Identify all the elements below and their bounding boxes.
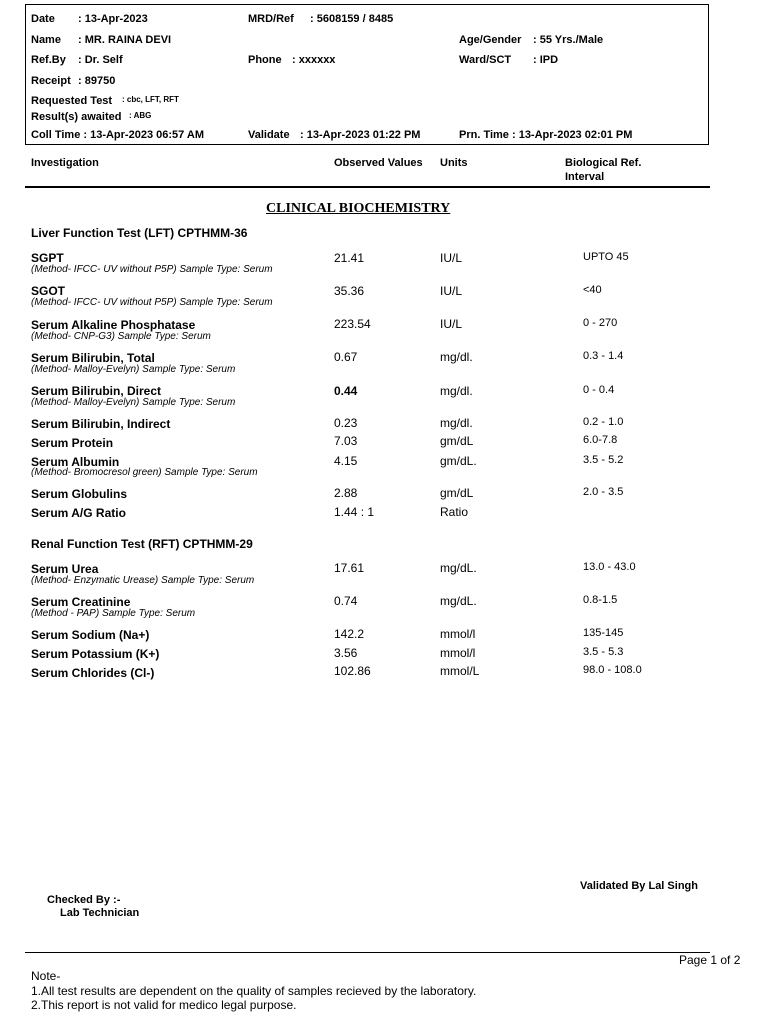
- note-line-2: 2.This report is not valid for medico legal purpose.: [31, 998, 297, 1012]
- test-ref: 98.0 - 108.0: [583, 664, 642, 676]
- test-method: (Method - PAP) Sample Type: Serum: [31, 608, 196, 619]
- test-value: 0.74: [334, 594, 358, 608]
- test-method: (Method- Malloy-Evelyn) Sample Type: Serum: [31, 364, 236, 375]
- test-name: Serum Potassium (K+): [31, 647, 160, 661]
- refby-label: Ref.By: [31, 54, 66, 66]
- test-name: Serum A/G Ratio: [31, 506, 126, 520]
- rft-title: Renal Function Test (RFT) CPTHMM-29: [31, 537, 253, 551]
- prn-time: Prn. Time : 13-Apr-2023 02:01 PM: [459, 129, 633, 141]
- test-unit: gm/dL: [440, 486, 474, 500]
- test-method: (Method- IFCC- UV without P5P) Sample Type: Serum: [31, 297, 273, 308]
- checked-by: Checked By :-: [47, 894, 121, 906]
- test-unit: mg/dl.: [440, 384, 473, 398]
- test-name: Serum Sodium (Na+): [31, 628, 150, 642]
- date-label: Date: [31, 13, 55, 25]
- test-name: Serum Urea: [31, 562, 99, 576]
- test-ref: 0.8-1.5: [583, 594, 618, 606]
- test-name: Serum Bilirubin, Total: [31, 351, 155, 365]
- test-method: (Method- CNP-G3) Sample Type: Serum: [31, 331, 211, 342]
- test-method: (Method- Enzymatic Urease) Sample Type: Serum: [31, 575, 255, 586]
- test-ref: 2.0 - 3.5: [583, 486, 624, 498]
- test-value: 2.88: [334, 486, 358, 500]
- name-label: Name: [31, 34, 61, 46]
- test-name: SGPT: [31, 251, 64, 265]
- test-value: 1.44 : 1: [334, 505, 375, 519]
- test-name: Serum Globulins: [31, 487, 128, 501]
- coll-time: Coll Time : 13-Apr-2023 06:57 AM: [31, 129, 205, 141]
- note-title: Note-: [31, 969, 61, 983]
- mrd-value: : 5608159 / 8485: [310, 13, 394, 25]
- awaited-label: Result(s) awaited: [31, 111, 122, 123]
- test-name: Serum Bilirubin, Direct: [31, 384, 162, 398]
- test-value: 0.23: [334, 416, 358, 430]
- test-value: 0.67: [334, 350, 358, 364]
- test-ref: 0 - 0.4: [583, 384, 615, 396]
- test-name: SGOT: [31, 284, 66, 298]
- date-value: : 13-Apr-2023: [78, 13, 148, 25]
- name-value: : MR. RAINA DEVI: [78, 34, 172, 46]
- test-name: Serum Albumin: [31, 455, 120, 469]
- col-ref: Biological Ref.: [565, 157, 642, 169]
- test-unit: IU/L: [440, 251, 463, 265]
- test-name: Serum Chlorides (Cl-): [31, 666, 155, 680]
- test-unit: mmol/l: [440, 627, 476, 641]
- test-unit: mg/dl.: [440, 416, 473, 430]
- test-unit: IU/L: [440, 317, 463, 331]
- header-divider: [25, 186, 710, 188]
- test-ref: 135-145: [583, 627, 624, 639]
- validate-value: : 13-Apr-2023 01:22 PM: [300, 129, 421, 141]
- test-ref: 3.5 - 5.2: [583, 454, 624, 466]
- validated-by: Validated By Lal Singh: [580, 880, 698, 892]
- requested-label: Requested Test: [31, 95, 113, 107]
- col-investigation: Investigation: [31, 157, 99, 169]
- test-value: 142.2: [334, 627, 365, 641]
- test-ref: 0.3 - 1.4: [583, 350, 624, 362]
- test-value: 21.41: [334, 251, 365, 265]
- ward-value: : IPD: [533, 54, 559, 66]
- test-method: (Method- Bromocresol green) Sample Type: Serum: [31, 467, 258, 478]
- footer-divider: [25, 952, 710, 953]
- col-observed: Observed Values: [334, 157, 423, 169]
- col-ref-interval: Interval: [565, 171, 605, 183]
- test-value: 223.54: [334, 317, 371, 331]
- test-value: 0.44: [334, 384, 358, 398]
- test-ref: <40: [583, 284, 602, 296]
- test-unit: mmol/L: [440, 664, 480, 678]
- awaited-value: : ABG: [129, 111, 152, 120]
- test-method: (Method- IFCC- UV without P5P) Sample Type: Serum: [31, 264, 273, 275]
- test-ref: 6.0-7.8: [583, 434, 618, 446]
- test-ref: 0 - 270: [583, 317, 618, 329]
- note-line-1: 1.All test results are dependent on the quality of samples recieved by the laboratory.: [31, 984, 477, 998]
- test-value: 35.36: [334, 284, 365, 298]
- test-value: 7.03: [334, 434, 358, 448]
- test-value: 17.61: [334, 561, 365, 575]
- test-value: 3.56: [334, 646, 358, 660]
- test-ref: UPTO 45: [583, 251, 629, 263]
- test-ref: 13.0 - 43.0: [583, 561, 636, 573]
- refby-value: : Dr. Self: [78, 54, 123, 66]
- requested-value: : cbc, LFT, RFT: [122, 95, 179, 104]
- test-value: 4.15: [334, 454, 358, 468]
- test-unit: mg/dL.: [440, 561, 477, 575]
- test-unit: IU/L: [440, 284, 463, 298]
- test-unit: gm/dL: [440, 434, 474, 448]
- receipt-value: : 89750: [78, 75, 116, 87]
- test-name: Serum Bilirubin, Indirect: [31, 417, 171, 431]
- test-name: Serum Protein: [31, 436, 114, 450]
- test-unit: Ratio: [440, 505, 469, 519]
- col-units: Units: [440, 157, 468, 169]
- ward-label: Ward/SCT: [459, 54, 512, 66]
- section-title: CLINICAL BIOCHEMISTRY: [266, 201, 451, 216]
- mrd-label: MRD/Ref: [248, 13, 294, 25]
- test-method: (Method- Malloy-Evelyn) Sample Type: Serum: [31, 397, 236, 408]
- phone-label: Phone: [248, 54, 282, 66]
- test-unit: mg/dL.: [440, 594, 477, 608]
- phone-value: : xxxxxx: [292, 54, 336, 66]
- test-unit: mg/dl.: [440, 350, 473, 364]
- test-unit: mmol/l: [440, 646, 476, 660]
- test-name: Serum Creatinine: [31, 595, 131, 609]
- lab-technician: Lab Technician: [60, 907, 140, 919]
- test-unit: gm/dL.: [440, 454, 477, 468]
- validate-label: Validate: [248, 129, 290, 141]
- age-label: Age/Gender: [459, 34, 522, 46]
- page-number: Page 1 of 2: [679, 953, 741, 967]
- patient-info-box: [25, 4, 709, 145]
- test-ref: 3.5 - 5.3: [583, 646, 624, 658]
- test-value: 102.86: [334, 664, 371, 678]
- age-value: : 55 Yrs./Male: [533, 34, 604, 46]
- lft-title: Liver Function Test (LFT) CPTHMM-36: [31, 226, 248, 240]
- test-name: Serum Alkaline Phosphatase: [31, 318, 196, 332]
- test-ref: 0.2 - 1.0: [583, 416, 624, 428]
- receipt-label: Receipt: [31, 75, 71, 87]
